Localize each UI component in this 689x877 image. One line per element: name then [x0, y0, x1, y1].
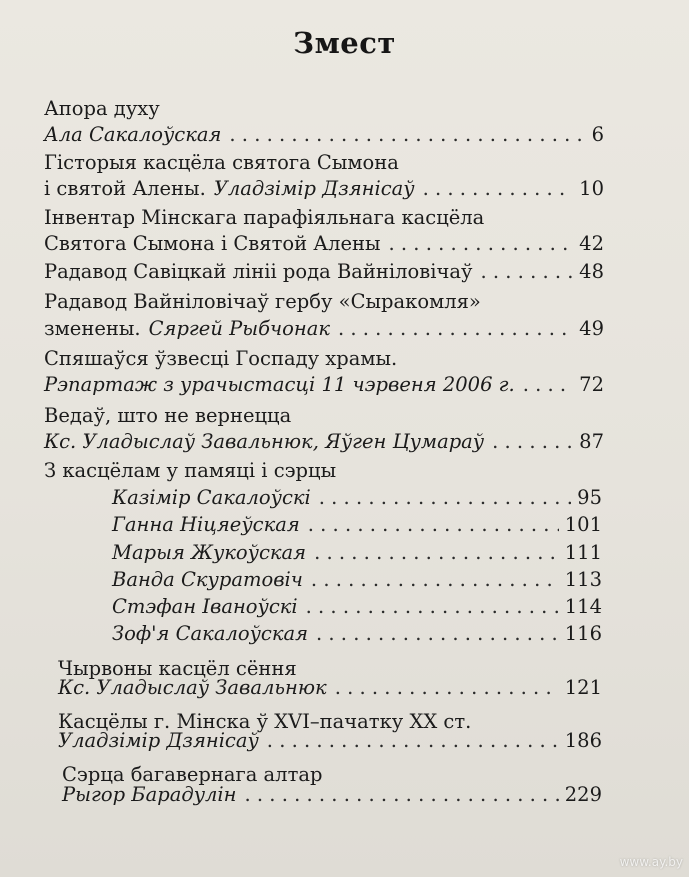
toc-entry-line[interactable] [44, 259, 604, 285]
entry-title-cont: зменены. [44, 317, 141, 340]
page-number: 114 [564, 595, 602, 618]
page-number: 49 [579, 317, 604, 340]
page-number: 121 [564, 676, 602, 699]
entry-author: Ванда Скуратовіч [112, 568, 303, 591]
entry-title: Радавод Вайніловічаў гербу «Сыракомля» [44, 290, 481, 313]
entry-title: Гісторыя касцёла святога Сымона [44, 151, 399, 174]
entry-author: Рыгор Барадулін [62, 783, 237, 806]
toc-entry-title [44, 289, 604, 315]
leader-dots [311, 567, 559, 593]
entry-title-cont: Святога Сымона і Святой Алены [44, 232, 381, 255]
page-number: 48 [579, 260, 604, 283]
page-number: 101 [564, 513, 602, 536]
toc-entry-author-line[interactable] [112, 512, 602, 538]
toc-entry-author-line[interactable] [44, 122, 604, 148]
toc-entry-title [44, 346, 604, 372]
entry-author: Сяргей Рыбчонак [148, 317, 330, 340]
page-number: 10 [579, 177, 604, 200]
leader-dots [523, 372, 573, 398]
entry-author: Ала Сакалоўская [44, 123, 222, 146]
entry-title: Сэрца багавернага алтар [62, 763, 323, 786]
page-number: 111 [564, 541, 602, 564]
toc-entry-author-line[interactable] [112, 485, 602, 511]
toc-entry-author-line[interactable] [112, 540, 602, 566]
entry-author: Уладзімір Дзянісаў [213, 177, 415, 200]
toc-entry-author-line[interactable] [58, 675, 602, 701]
toc-entry-author-line[interactable] [112, 594, 602, 620]
leader-dots [338, 316, 573, 342]
entry-title: Чырвоны касцёл сёння [58, 657, 297, 680]
toc-entry-author-line[interactable] [112, 621, 602, 647]
leader-dots [492, 429, 573, 455]
leader-dots [319, 485, 571, 511]
leader-dots [316, 621, 559, 647]
toc-entry-author-line[interactable] [44, 316, 604, 342]
entry-author: Уладзімір Дзянісаў [58, 729, 259, 752]
entry-author: Зоф'я Сакалоўская [112, 622, 309, 645]
entry-author: Кс. Уладыслаў Завальнюк, Яўген Цумараў [44, 430, 485, 453]
toc-entry-author-line[interactable] [112, 567, 602, 593]
leader-dots [245, 782, 559, 808]
leader-dots [389, 231, 574, 257]
page-number: 95 [577, 486, 602, 509]
leader-dots [423, 176, 574, 202]
entry-title: Радавод Савіцкай лініі рода Вайніловічаў [44, 260, 473, 283]
entry-author: Ганна Ніцяеўская [112, 513, 300, 536]
entry-author: Казімір Сакалоўскі [112, 486, 311, 509]
entry-author: Марыя Жукоўская [112, 541, 307, 564]
toc-entry-author-line[interactable] [44, 176, 604, 202]
entry-title: З касцёлам у памяці і сэрцы [44, 459, 337, 482]
entry-author: Стэфан Іваноўскі [112, 595, 298, 618]
leader-dots [314, 540, 559, 566]
leader-dots [308, 512, 559, 538]
page-number: 186 [564, 729, 602, 752]
page-number: 229 [564, 783, 602, 806]
toc-entry-title [44, 403, 604, 429]
toc-entry-title [44, 205, 604, 231]
page-number: 116 [564, 622, 602, 645]
entry-title-cont: і святой Алены. [44, 177, 206, 200]
leader-dots [335, 675, 559, 701]
page-number: 42 [579, 232, 604, 255]
entry-author: Кс. Уладыслаў Завальнюк [58, 676, 327, 699]
page-number: 113 [564, 568, 602, 591]
toc-entry-title [44, 150, 604, 176]
toc-section-heading [44, 458, 604, 484]
toc-entry-author-line[interactable] [44, 372, 604, 398]
toc-entry-title [44, 96, 604, 122]
page-title: Змест [293, 26, 396, 60]
leader-dots [267, 728, 559, 754]
leader-dots [480, 259, 573, 285]
watermark: www.ay.by [619, 855, 683, 869]
page-number: 72 [579, 373, 604, 396]
entry-author: Рэпартаж з урачыстасці 11 чэрвеня 2006 г. [44, 373, 515, 396]
leader-dots [229, 122, 585, 148]
entry-title: Апора духу [44, 97, 160, 120]
toc-entry-author-line[interactable] [44, 429, 604, 455]
toc-entry-author-line[interactable] [62, 782, 602, 808]
entry-title: Ведаў, што не вернецца [44, 404, 292, 427]
entry-title: Спяшаўся ўзвесці Госпаду храмы. [44, 347, 398, 370]
entry-title: Інвентар Мінскага парафіяльнага касцёла [44, 206, 485, 229]
toc-entry-author-line[interactable] [58, 728, 602, 754]
leader-dots [306, 594, 559, 620]
toc-entry-author-line[interactable] [44, 231, 604, 257]
entry-title: Касцёлы г. Мінска ў XVI–пачатку XX ст. [58, 710, 472, 733]
page-number: 6 [591, 123, 604, 146]
page-number: 87 [579, 430, 604, 453]
